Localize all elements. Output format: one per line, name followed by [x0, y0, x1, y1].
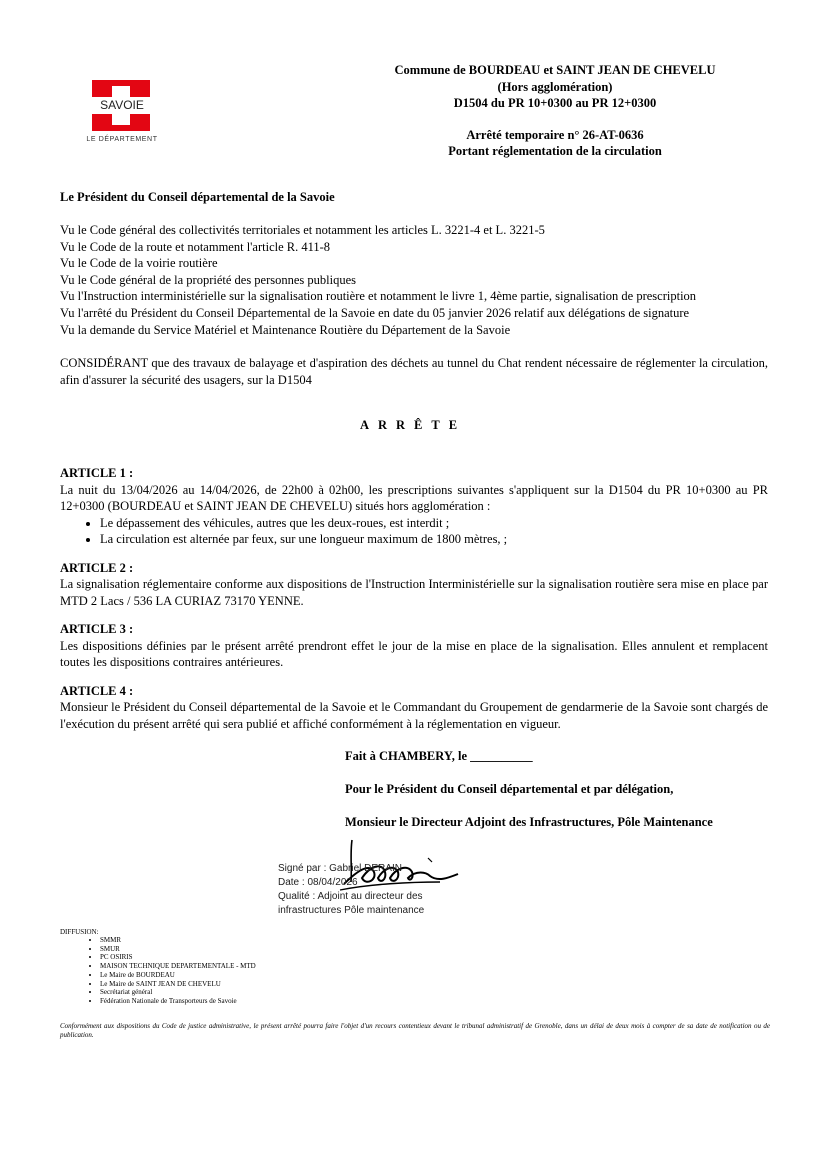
- header-arrete-number: Arrêté temporaire n° 26-AT-0636: [466, 127, 644, 142]
- considerant-paragraph: CONSIDÉRANT que des travaux de balayage et d'aspiration des déchets au tunnel du Chat rendent nécessaire de réglementer la circulation, afin d'assurer la sécurité des usagers, sur la D1504: [60, 356, 768, 387]
- vu-item: Vu le Code de la voirie routière: [60, 256, 218, 271]
- signature-quality: Qualité : Adjoint au directeur des: [278, 891, 423, 902]
- president-title: Le Président du Conseil départemental de la Savoie: [60, 190, 335, 204]
- list-item: • La circulation est alternée par feux, sur une longueur maximum de 1800 mètres, ;: [100, 531, 768, 548]
- fait-a-line: Fait à CHAMBERY, le __________: [345, 749, 533, 763]
- signature-quality-cont: infrastructures Pôle maintenance: [278, 905, 425, 916]
- article-4: [60, 683, 768, 733]
- vu-list: [60, 222, 696, 338]
- vu-item: Vu l'Instruction interministérielle sur la signalisation routière et notamment le livre 1, 4ème partie, signalisation de prescription: [60, 289, 697, 304]
- article-4-body: Monsieur le Président du Conseil départemental de la Savoie et le Commandant du Groupement de gendarmerie de la Savoie sont chargés de l'exécution du présent arrêté qui sera publié et affiché conformément à la réglementation en vigueur.: [60, 700, 768, 731]
- signature-block: [345, 748, 713, 847]
- articles-section: [60, 465, 768, 744]
- article-1-bullets: [60, 515, 768, 548]
- header-commune: Commune de BOURDEAU et SAINT JEAN DE CHEVELU: [394, 63, 716, 77]
- list-item: • Secrétariat général: [100, 988, 256, 997]
- diffusion-title: DIFFUSION:: [60, 928, 99, 936]
- delegation-line: Pour le Président du Conseil départemental et par délégation,: [345, 782, 674, 796]
- list-item: • Le Maire de SAINT JEAN DE CHEVELU: [100, 980, 256, 989]
- article-4-title: ARTICLE 4 :: [60, 683, 134, 698]
- article-1-body: La nuit du 13/04/2026 au 14/04/2026, de 22h00 à 02h00, les prescriptions suivantes s'appliquent sur la D1504 du PR 10+0300 au PR 12+0300 (BOURDEAU et SAINT JEAN DE CHEVELU) situés hors agglomération :: [60, 482, 768, 513]
- header-zone: (Hors agglomération): [497, 79, 613, 94]
- article-3-title: ARTICLE 3 :: [60, 622, 134, 636]
- list-item: • SMUR: [100, 945, 256, 954]
- vu-item: Vu la demande du Service Matériel et Maintenance Routière du Département de la Savoie: [60, 322, 511, 337]
- diffusion-list: [60, 936, 256, 1006]
- legal-notice: Conformément aux dispositions du Code de justice administrative, le présent arrêté pourra faire l'objet d'un recours contentieux devant le tribunal administratif de Grenoble, dans un délai de deux mois à compter de sa date de notification ou de publication.: [60, 1022, 770, 1039]
- header-subject: Portant réglementation de la circulation: [448, 144, 662, 158]
- article-1: [60, 465, 768, 548]
- savoie-logo: [80, 78, 164, 148]
- article-2-body: La signalisation réglementaire conforme aux dispositions de l'Instruction Interministérielle sur la signalisation routière sera mise en place par MTD 2 Lacs / 536 LA CURIAZ 73170 YENNE.: [60, 577, 768, 608]
- header-road: D1504 du PR 10+0300 au PR 12+0300: [453, 96, 657, 110]
- article-2: [60, 560, 768, 610]
- logo-title: SAVOIE: [100, 98, 144, 112]
- vu-item: Vu le Code général des collectivités territoriales et notamment les articles L. 3221-4 et L. 3221-5: [60, 223, 545, 237]
- list-item: • PC OSIRIS: [100, 953, 256, 962]
- vu-item: Vu le Code de la route et notamment l'article R. 411-8: [60, 239, 331, 254]
- article-3: [60, 621, 768, 671]
- signed-by: Signé par : Gabriel DERAIN: [278, 863, 402, 874]
- document-header: [350, 62, 760, 160]
- list-item: • Le Maire de BOURDEAU: [100, 971, 256, 980]
- signature-date: Date : 08/04/2026: [278, 877, 358, 888]
- vu-item: Vu l'arrêté du Président du Conseil Départemental de la Savoie en date du 05 janvier 2026 relatif aux délégations de signature: [60, 305, 690, 320]
- arrete-heading: ARRÊTE: [359, 418, 467, 432]
- list-item: • MAISON TECHNIQUE DEPARTEMENTALE - MTD: [100, 962, 256, 971]
- vu-item: Vu le Code général de la propriété des personnes publiques: [60, 272, 357, 287]
- logo-subtitle: LE DÉPARTEMENT: [86, 136, 158, 143]
- article-1-title: ARTICLE 1 :: [60, 466, 134, 480]
- list-item: • Fédération Nationale de Transporteurs de Savoie: [100, 997, 256, 1006]
- article-3-body: Les dispositions définies par le présent arrêté prendront effet le jour de la mise en place de la signalisation. Elles annulent et remplacent toutes les dispositions contraires antérieures.: [60, 638, 768, 669]
- list-item: • SMMR: [100, 936, 256, 945]
- digital-signature-info: [278, 862, 478, 918]
- list-item: • Le dépassement des véhicules, autres que les deux-roues, est interdit ;: [100, 515, 768, 532]
- article-2-title: ARTICLE 2 :: [60, 560, 134, 575]
- signatory-title: Monsieur le Directeur Adjoint des Infrastructures, Pôle Maintenance: [345, 815, 713, 829]
